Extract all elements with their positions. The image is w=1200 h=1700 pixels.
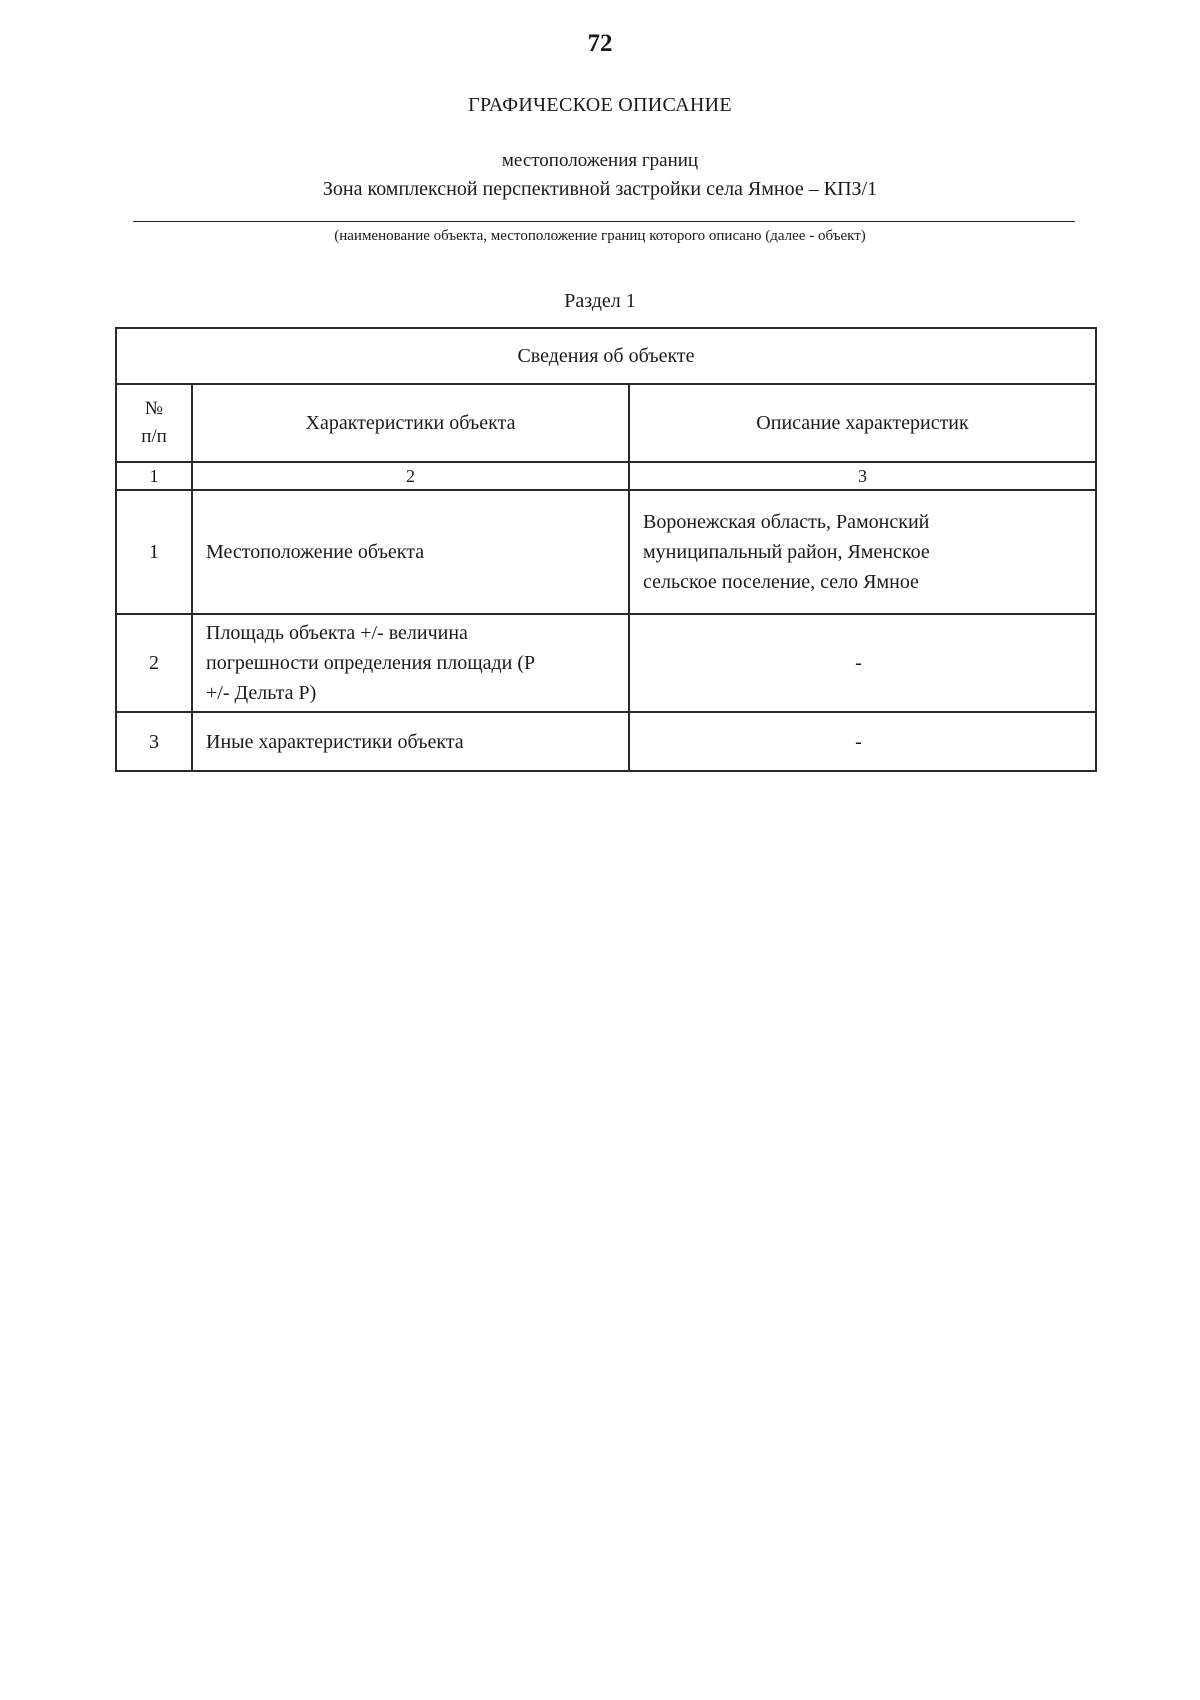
column-index: 1 [116, 462, 192, 490]
characteristic-line: +/- Дельта P) [206, 682, 317, 704]
page-number: 72 [587, 30, 613, 57]
header-characteristic: Характеристики объекта [192, 384, 629, 462]
header-number-line1: № [144, 398, 164, 419]
table-row [116, 614, 1096, 712]
table-row [116, 490, 1096, 614]
header-number [116, 384, 192, 462]
object-name-caption: (наименование объекта, местоположение границ которого описано (далее - объект) [334, 228, 866, 244]
row-characteristic: Иные характеристики объекта [192, 712, 629, 771]
row-description: - [629, 614, 1096, 712]
object-name: Зона комплексной перспективной застройки села Ямное – КПЗ/1 [322, 178, 878, 200]
row-number: 3 [116, 712, 192, 771]
column-index: 3 [629, 462, 1096, 490]
document-title: ГРАФИЧЕСКОЕ ОПИСАНИЕ [468, 94, 732, 116]
table-index-row [116, 462, 1096, 490]
description-line: муниципальный район, Яменское [643, 541, 930, 563]
header-description: Описание характеристик [629, 384, 1096, 462]
column-index: 2 [192, 462, 629, 490]
table-caption-row [116, 328, 1096, 384]
row-number: 2 [116, 614, 192, 712]
document-subtitle: местоположения границ [501, 150, 699, 171]
row-number: 1 [116, 490, 192, 614]
characteristic-line: Площадь объекта +/- величина [206, 622, 468, 644]
row-characteristic [192, 614, 629, 712]
object-name-underline [133, 221, 1075, 222]
description-line: Воронежская область, Рамонский [643, 511, 930, 533]
row-description: - [629, 712, 1096, 771]
row-characteristic: Местоположение объекта [192, 490, 629, 614]
object-info-table [115, 327, 1097, 772]
table-caption: Сведения об объекте [116, 328, 1096, 384]
description-line: сельское поселение, село Ямное [643, 571, 919, 593]
section-label: Раздел 1 [564, 290, 636, 312]
table-header-row [116, 384, 1096, 462]
table-row [116, 712, 1096, 771]
row-description [629, 490, 1096, 614]
header-number-line2: п/п [141, 426, 167, 447]
characteristic-line: погрешности определения площади (P [206, 652, 536, 674]
